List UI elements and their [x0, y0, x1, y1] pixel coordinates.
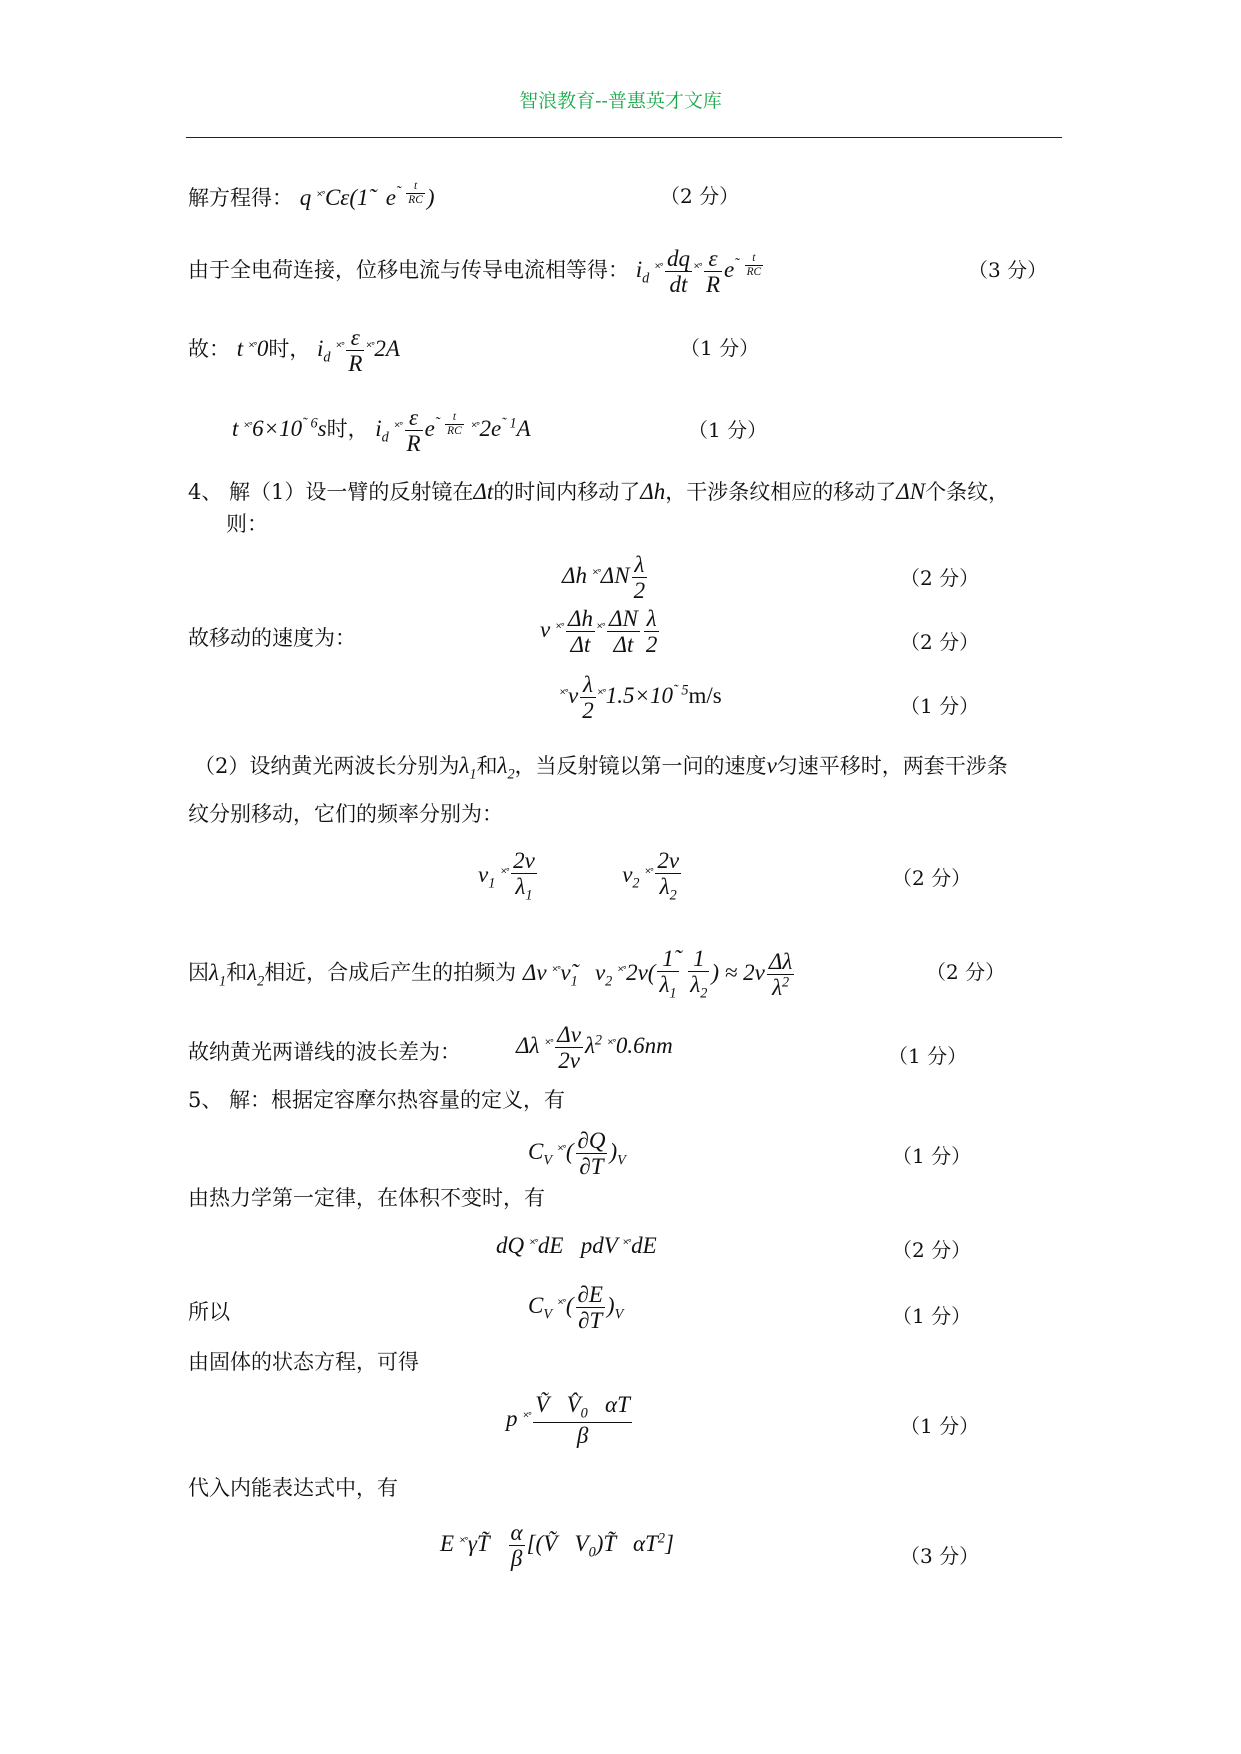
math-beat: Δν $˟˚\nũ_1$ $\nu_2$ ˟˚2v( $\frac{1̃}{\lambda_1}$ $\frac{1}{\lambda_2}$ ) ≈ 2v $\frac{\Delta\lambda}{\lambda^2}$: [522, 946, 793, 1002]
math-id: $i_d$ ˟˚ $\frac{dq}{dt}$ ˟˚ $\frac{\varepsilon}{R}$ $e^{˜ \frac{t}{RC}}$: [635, 246, 762, 298]
score-1: （2 分）: [660, 184, 740, 208]
page-header: 智浪教育--普惠英才文库: [519, 90, 722, 112]
text-hence: 故：: [188, 337, 230, 362]
text-state: 由固体的状态方程，可得: [188, 1350, 419, 1374]
text-when-2: 时，: [326, 417, 369, 442]
p4-part4: 个条纹，: [925, 480, 1010, 504]
p2-part1: （2）设纳黄光两波长分别为: [194, 754, 460, 778]
problem-4-text: [188, 478, 1009, 506]
score-9: （2 分）: [926, 960, 1006, 984]
math-dt: Δt: [473, 479, 494, 504]
eq-cv2: $C_V$ ˟˚( $\frac{\partial E}{\partial T}$ )$_V$: [528, 1282, 624, 1334]
eq-solution-line: [188, 180, 435, 212]
p4-part1: 4、 解（1）设一臂的反射镜在: [188, 480, 474, 504]
text-law: 由热力学第一定律，在体积不变时，有: [188, 1186, 545, 1210]
math-t6: t $˟˚6\times 10^{˜ 6}s$: [232, 415, 327, 442]
math-q: q ˟˚Cε(1̃ $e^{˜ \frac{t}{RC}}$ ): [299, 180, 435, 210]
beat-part2: 和: [226, 960, 248, 985]
eq-t0-line: [188, 325, 400, 377]
part-2-text: [194, 752, 1008, 784]
score-2: （3 分）: [968, 258, 1048, 282]
eq-dh: Δh ˟˚ΔN $\frac{\lambda}{2}$: [562, 552, 646, 604]
text-sub: 代入内能表达式中，有: [188, 1476, 398, 1500]
score-10: （1 分）: [888, 1044, 968, 1068]
eq-speed: v ˟˚ $\frac{\Delta h}{\Delta t}$ ˟˚ $\frac{\Delta N}{\Delta t}$ $\frac{\lambda}{2}$: [540, 606, 658, 658]
score-7: （1 分）: [900, 694, 980, 718]
eq-cv: $C_V$ ˟˚( $\frac{\partial Q}{\partial T}$ )$_V$: [528, 1128, 626, 1180]
score-6: （2 分）: [900, 630, 980, 654]
math-id-2A: $i_d$ ˟˚ $\frac{\varepsilon}{R}$ ˟˚2A: [317, 325, 400, 377]
eq-beat-line: 因$\lambda_1$和$\lambda_2$相近，合成后产生的拍频为 Δν $˟˚\nũ_1$ $\nu_2$ ˟˚2v( $\frac{1̃}{\lambda_1}$ $\frac{1}{\lambda_2}$ ) ≈ 2v $\frac{\Delta\lambda}{\lambda^2}$: [188, 946, 796, 1003]
score-5: （2 分）: [900, 566, 980, 590]
text-diff: 故纳黄光两谱线的波长差为：: [188, 1040, 461, 1064]
p4-then: 则：: [226, 512, 268, 536]
score-14: （1 分）: [900, 1414, 980, 1438]
eq-speed-value: ˟˚ν $\frac{\lambda}{2}$ $˟˚1.5\times 10^{˜ 5}m/s$: [560, 672, 722, 724]
score-15: （3 分）: [900, 1544, 980, 1568]
eq-energy: E ˟˚γT̃ $\frac{\alpha}{\beta}$ [(Ṽ $V_0)T̃$ $\alpha T^2$]: [440, 1520, 674, 1572]
text-when: 时，: [268, 337, 311, 362]
p4-part2: 的时间内移动了: [493, 480, 641, 504]
eq-p: p ˟˚ $\frac{Ṽ V̂_0 \alpha T}{\beta}$: [506, 1392, 630, 1449]
eq-dq: dQ ˟˚dE pdV ˟˚dE: [496, 1233, 657, 1258]
header-rule: [186, 137, 1062, 138]
p4-part3: ，干涉条纹相应的移动了: [665, 480, 897, 504]
beat-part3: 相近，合成后产生的拍频为: [264, 960, 517, 985]
eq-displacement-line: [188, 246, 765, 298]
eq-freqs: $\nu_1$ ˟˚ $\frac{2v}{\lambda_1}$ $\nu_2$ ˟˚ $\frac{2v}{\lambda_2}$: [478, 848, 680, 904]
score-12: （2 分）: [892, 1238, 972, 1262]
text-so: 所以: [188, 1300, 230, 1324]
eq-diff: Δλ ˟˚ $\frac{\Delta\nu}{2v}$ $\lambda^2$ ˟˚0.6nm: [516, 1022, 673, 1074]
p2-cont: 纹分别移动，它们的频率分别为：: [188, 802, 503, 826]
score-8: （2 分）: [892, 866, 972, 890]
math-l1: $\lambda_1$: [459, 753, 477, 783]
math-l2: $\lambda_2$: [497, 753, 515, 783]
math-dh: Δh: [640, 479, 666, 504]
problem-5-text: 5、 解：根据定容摩尔热容量的定义，有: [188, 1088, 566, 1112]
score-11: （1 分）: [892, 1144, 972, 1168]
math-id-e: $i_d$ ˟˚ $\frac{\varepsilon}{R}$ $e^{˜ \frac{t}{RC}}$ $˟˚2e^{˜ 1}A$: [375, 405, 531, 457]
p2-part3: ，当反射镜以第一问的速度: [514, 754, 767, 778]
p2-part4: 匀速平移时，两套干涉条: [776, 754, 1008, 778]
p2-part2: 和: [476, 754, 498, 778]
beat-part1: 因: [188, 960, 209, 985]
score-13: （1 分）: [892, 1304, 972, 1328]
math-t0: t ˟˚0: [236, 336, 269, 362]
math-dN: ΔN: [896, 479, 926, 504]
text-displacement: 由于全电荷连接，位移电流与传导电流相等得：: [188, 258, 629, 283]
math-v: v: [766, 753, 777, 778]
score-4: （1 分）: [688, 418, 768, 442]
text-speed: 故移动的速度为：: [188, 626, 356, 650]
score-3: （1 分）: [680, 336, 760, 360]
text-solve: 解方程得：: [188, 185, 293, 210]
eq-t6-line: [232, 405, 531, 457]
